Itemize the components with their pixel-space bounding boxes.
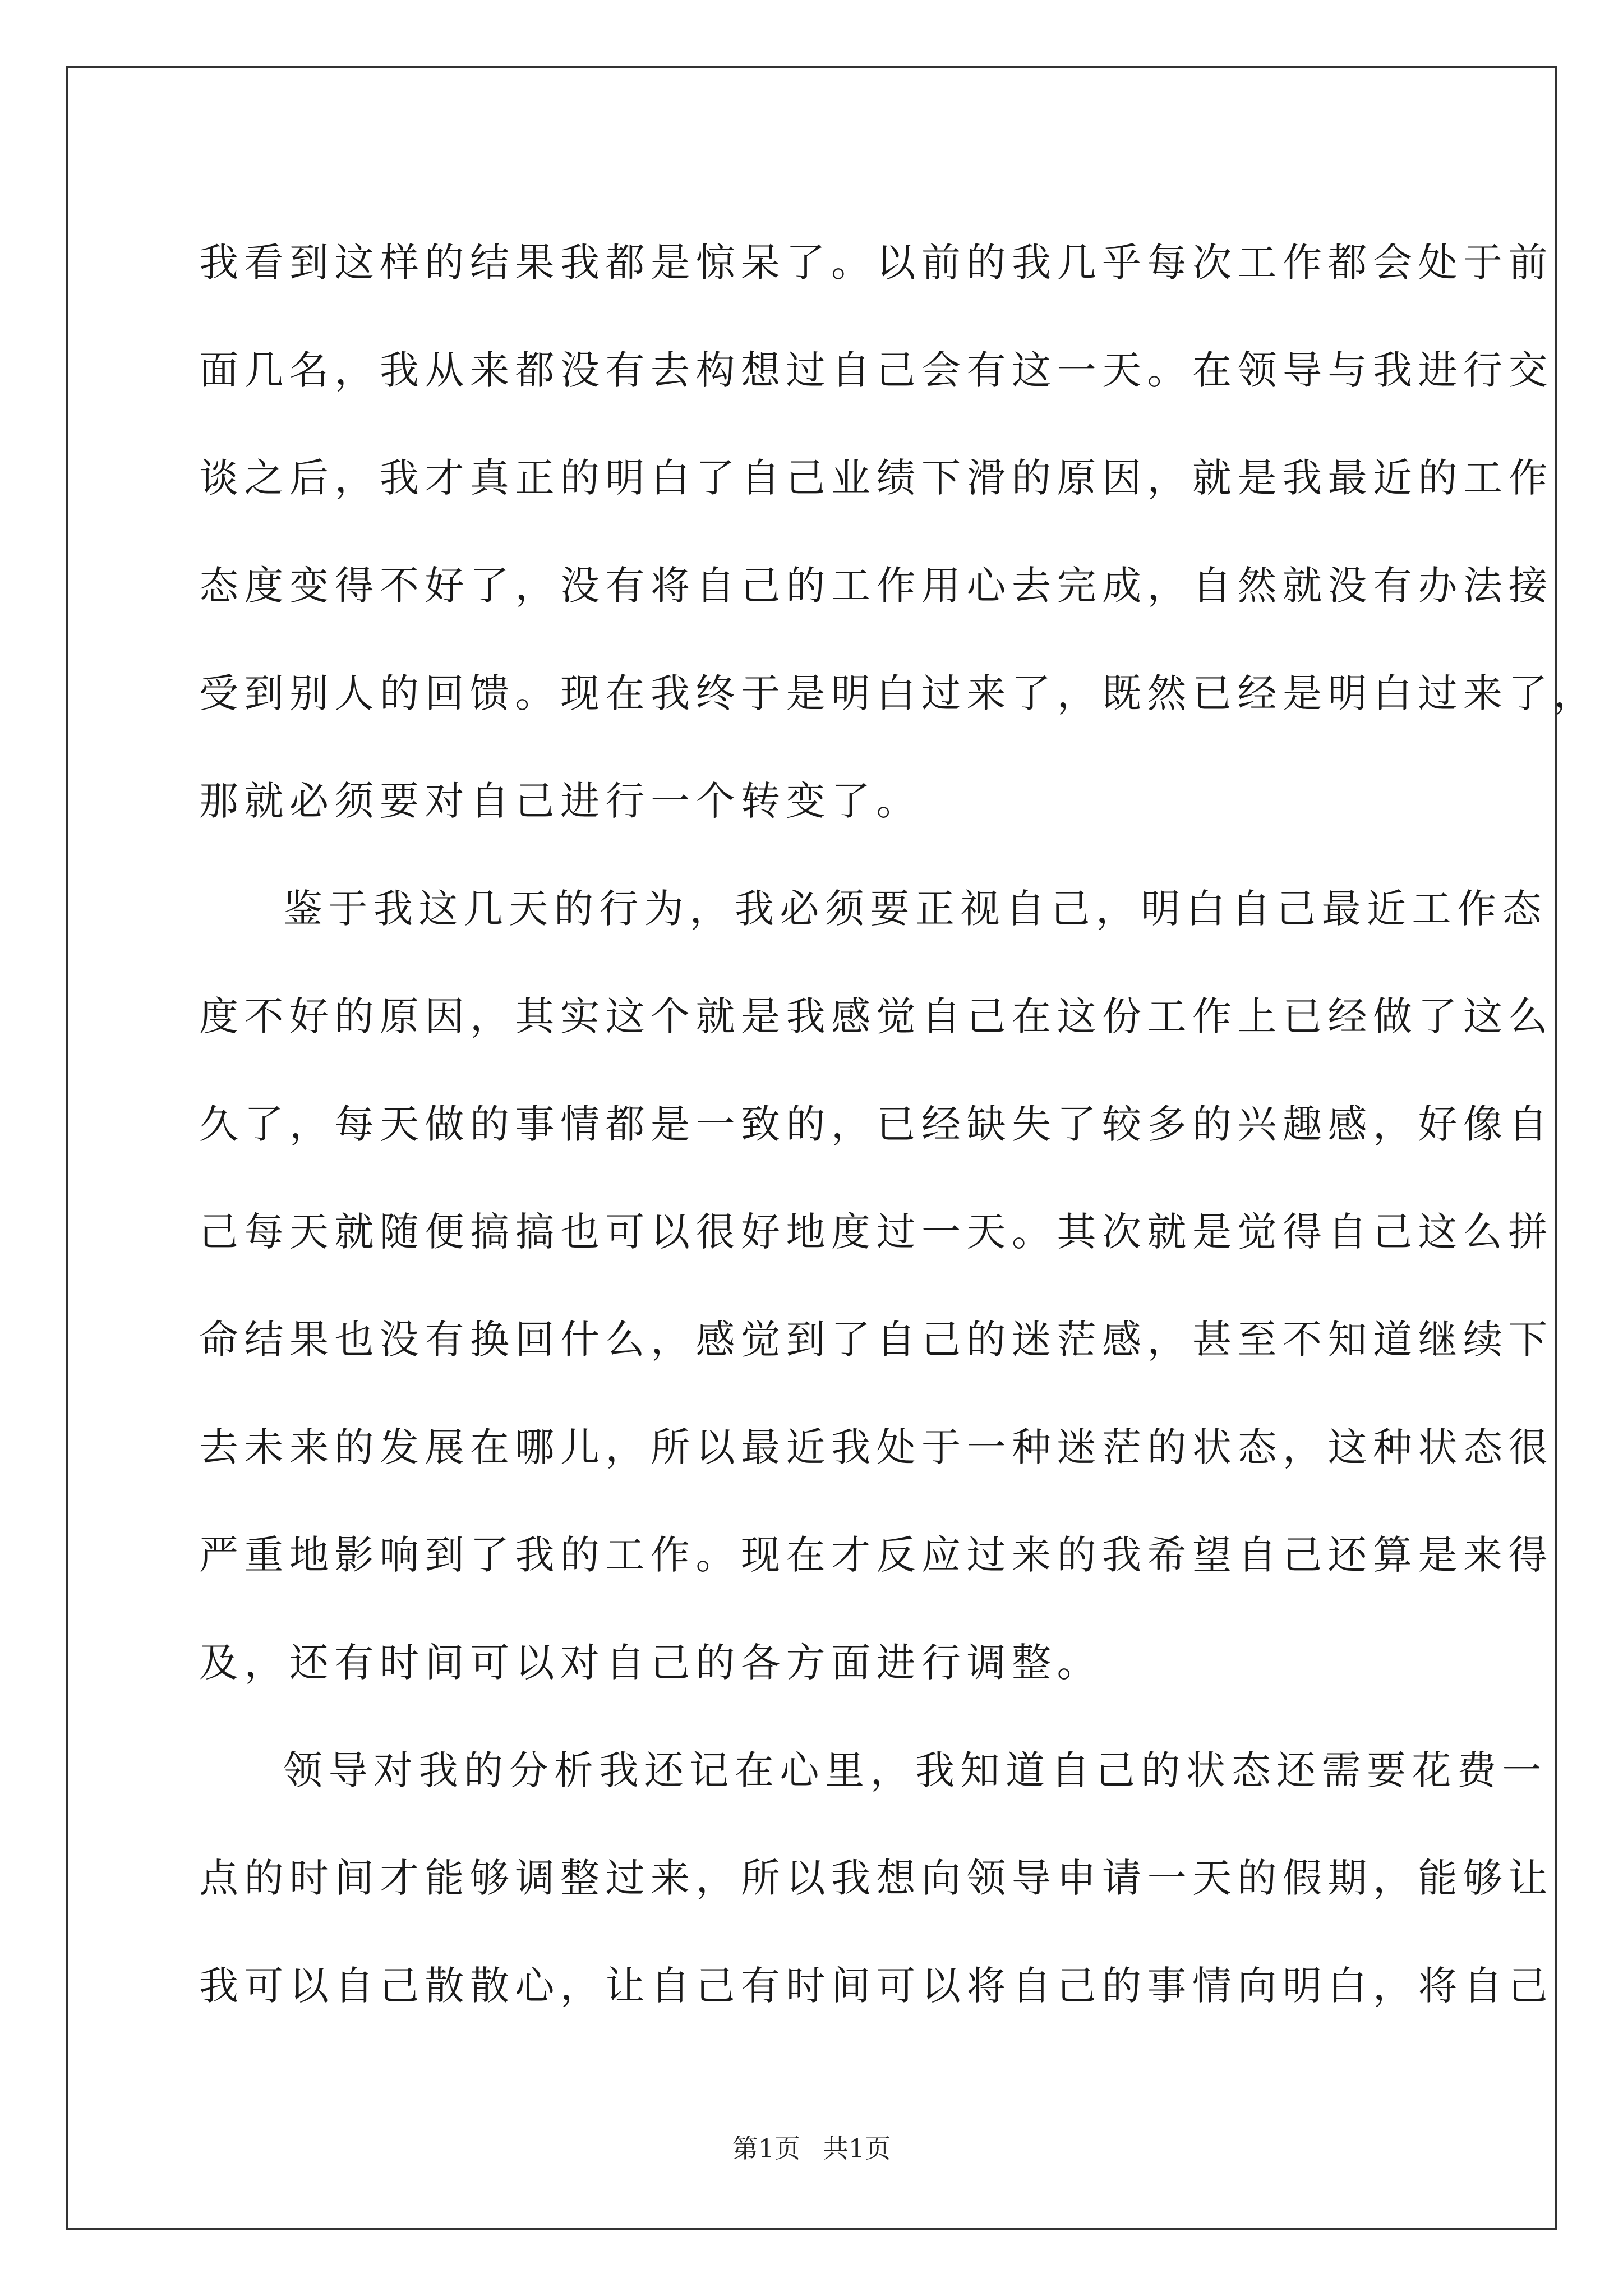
text-line: 鉴于我这几天的行为，我必须要正视自己，明白自己最近工作态 — [283, 886, 1547, 932]
paragraph — [199, 855, 1553, 1717]
paragraph — [199, 209, 1599, 855]
text-line: 己每天就随便搞搞也可以很好地度过一天。其次就是觉得自己这么拼 — [199, 1209, 1553, 1255]
text-line: 点的时间才能够调整过来，所以我想向领导申请一天的假期，能够让 — [199, 1855, 1553, 1901]
text-line: 我可以自己散散心，让自己有时间可以将自己的事情向明白，将自己 — [199, 1963, 1553, 2009]
text-line: 那就必须要对自己进行一个转变了。 — [199, 778, 921, 824]
document-body — [199, 209, 1599, 2040]
text-line: 谈之后，我才真正的明白了自己业绩下滑的原因，就是我最近的工作 — [199, 455, 1553, 501]
text-line: 态度变得不好了，没有将自己的工作用心去完成，自然就没有办法接 — [199, 563, 1553, 609]
page-number: 第1页 — [732, 2133, 800, 2164]
text-line: 去未来的发展在哪儿，所以最近我处于一种迷茫的状态，这种状态很 — [199, 1424, 1553, 1470]
paragraph — [199, 1717, 1553, 2040]
page-total: 共1页 — [823, 2133, 891, 2164]
text-line: 领导对我的分析我还记在心里，我知道自己的状态还需要花费一 — [283, 1747, 1547, 1793]
text-line: 命结果也没有换回什么，感觉到了自己的迷茫感，甚至不知道继续下 — [199, 1317, 1553, 1363]
text-line: 受到别人的回馈。现在我终于是明白过来了，既然已经是明白过来了， — [199, 670, 1599, 716]
text-line: 及，还有时间可以对自己的各方面进行调整。 — [199, 1640, 1102, 1686]
text-line: 久了，每天做的事情都是一致的，已经缺失了较多的兴趣感，好像自 — [199, 1101, 1553, 1147]
text-line: 我看到这样的结果我都是惊呆了。以前的我几乎每次工作都会处于前 — [199, 240, 1553, 286]
text-line: 度不好的原因，其实这个就是我感觉自己在这份工作上已经做了这么 — [199, 993, 1553, 1039]
page-footer — [0, 2132, 1623, 2165]
text-line: 严重地影响到了我的工作。现在才反应过来的我希望自己还算是来得 — [199, 1532, 1553, 1578]
text-line: 面几名，我从来都没有去构想过自己会有这一天。在领导与我进行交 — [199, 347, 1553, 393]
